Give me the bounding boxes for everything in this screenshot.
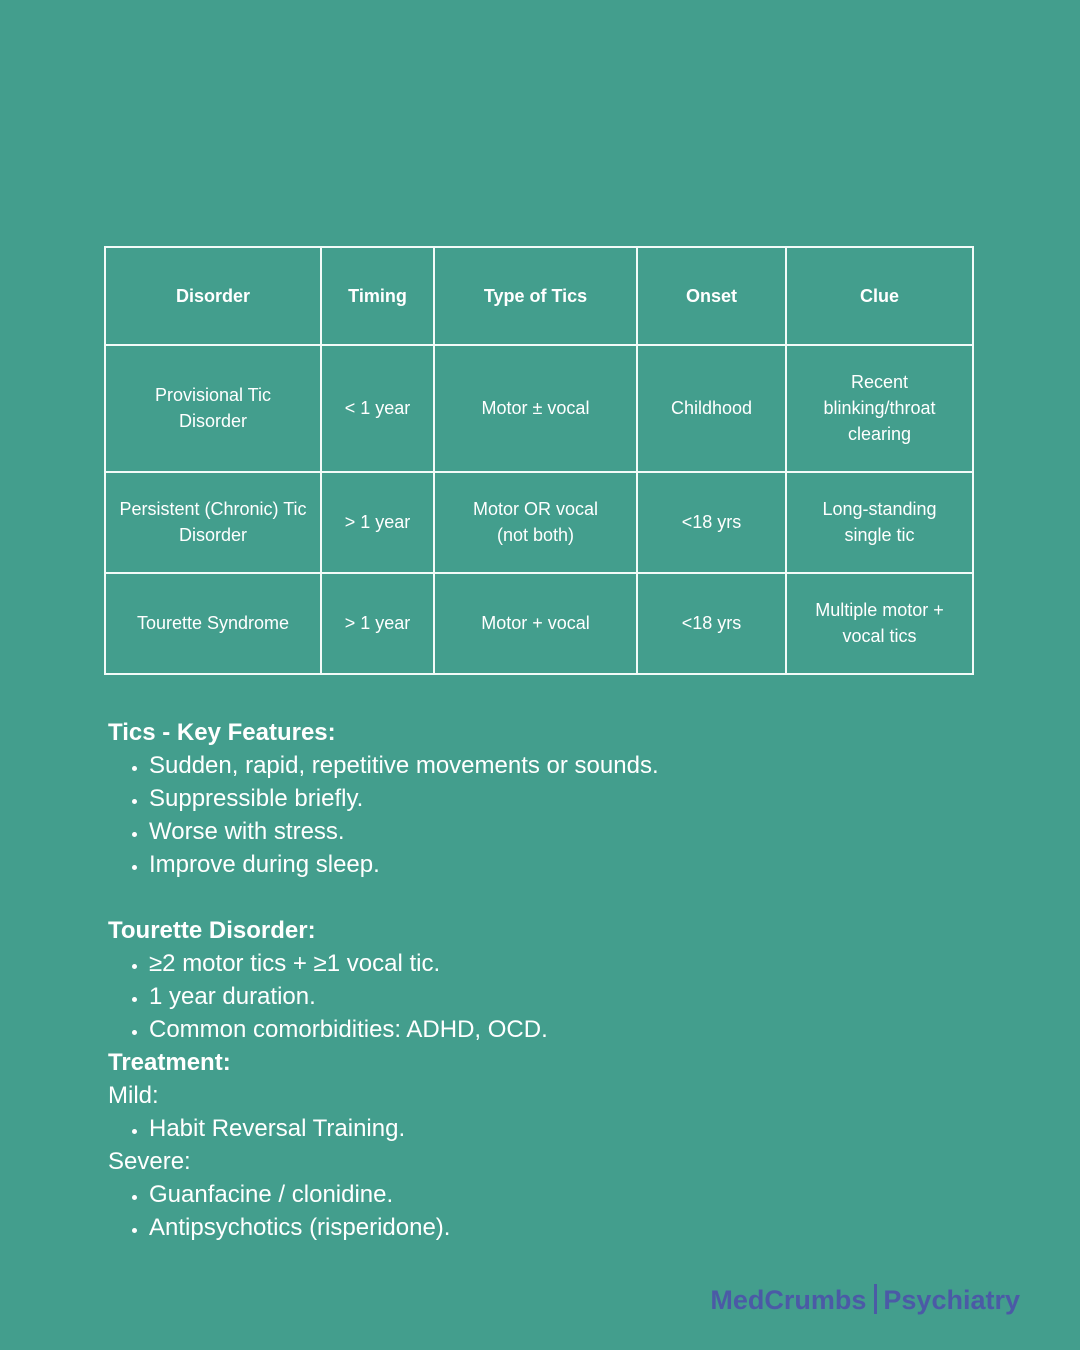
cell-clue: Multiple motor + vocal tics: [786, 573, 973, 674]
treatment-heading: Treatment:: [108, 1049, 231, 1076]
mild-label: Mild:: [108, 1082, 159, 1109]
mild-list: [108, 1112, 1008, 1145]
severe-label: Severe:: [108, 1148, 191, 1175]
notes-section: [108, 716, 1008, 1244]
cell-clue: Long-standing single tic: [786, 472, 973, 573]
cell-type: Motor ± vocal: [434, 345, 637, 472]
brand-section: Psychiatry: [883, 1285, 1020, 1315]
brand-divider: [874, 1284, 877, 1314]
table-row: [105, 573, 973, 674]
list-item: • ≥2 motor tics + ≥1 vocal tic.: [149, 947, 1008, 980]
spacer: [108, 881, 1008, 914]
list-item: • Habit Reversal Training.: [149, 1112, 1008, 1145]
key-features-heading: Tics - Key Features:: [108, 719, 336, 746]
cell-disorder: Persistent (Chronic) Tic Disorder: [105, 472, 321, 573]
cell-onset: <18 yrs: [637, 472, 786, 573]
cell-type: Motor OR vocal (not both): [434, 472, 637, 573]
cell-disorder: Tourette Syndrome: [105, 573, 321, 674]
cell-timing: > 1 year: [321, 472, 434, 573]
brand-name: MedCrumbs: [710, 1285, 867, 1315]
list-item: • 1 year duration.: [149, 980, 1008, 1013]
key-features-list: [108, 749, 1008, 881]
list-item: • Common comorbidities: ADHD, OCD.: [149, 1013, 1008, 1046]
cell-clue: Recent blinking/throat clearing: [786, 345, 973, 472]
table-header-row: [105, 247, 973, 345]
tourette-heading: Tourette Disorder:: [108, 917, 316, 944]
cell-disorder: Provisional Tic Disorder: [105, 345, 321, 472]
cell-timing: < 1 year: [321, 345, 434, 472]
list-item: • Sudden, rapid, repetitive movements or sounds.: [149, 749, 1008, 782]
list-item: • Antipsychotics (risperidone).: [149, 1211, 1008, 1244]
cell-onset: <18 yrs: [637, 573, 786, 674]
table-row: [105, 345, 973, 472]
header-disorder: Disorder: [105, 247, 321, 345]
header-onset: Onset: [637, 247, 786, 345]
table-row: [105, 472, 973, 573]
cell-timing: > 1 year: [321, 573, 434, 674]
list-item: • Suppressible briefly.: [149, 782, 1008, 815]
tic-disorders-table: [104, 246, 974, 675]
tourette-list: [108, 947, 1008, 1046]
list-item: • Improve during sleep.: [149, 848, 1008, 881]
header-clue: Clue: [786, 247, 973, 345]
severe-list: [108, 1178, 1008, 1244]
cell-onset: Childhood: [637, 345, 786, 472]
list-item: • Guanfacine / clonidine.: [149, 1178, 1008, 1211]
brand-logo: [710, 1282, 1020, 1318]
list-item: • Worse with stress.: [149, 815, 1008, 848]
cell-type: Motor + vocal: [434, 573, 637, 674]
header-timing: Timing: [321, 247, 434, 345]
header-type-of-tics: Type of Tics: [434, 247, 637, 345]
